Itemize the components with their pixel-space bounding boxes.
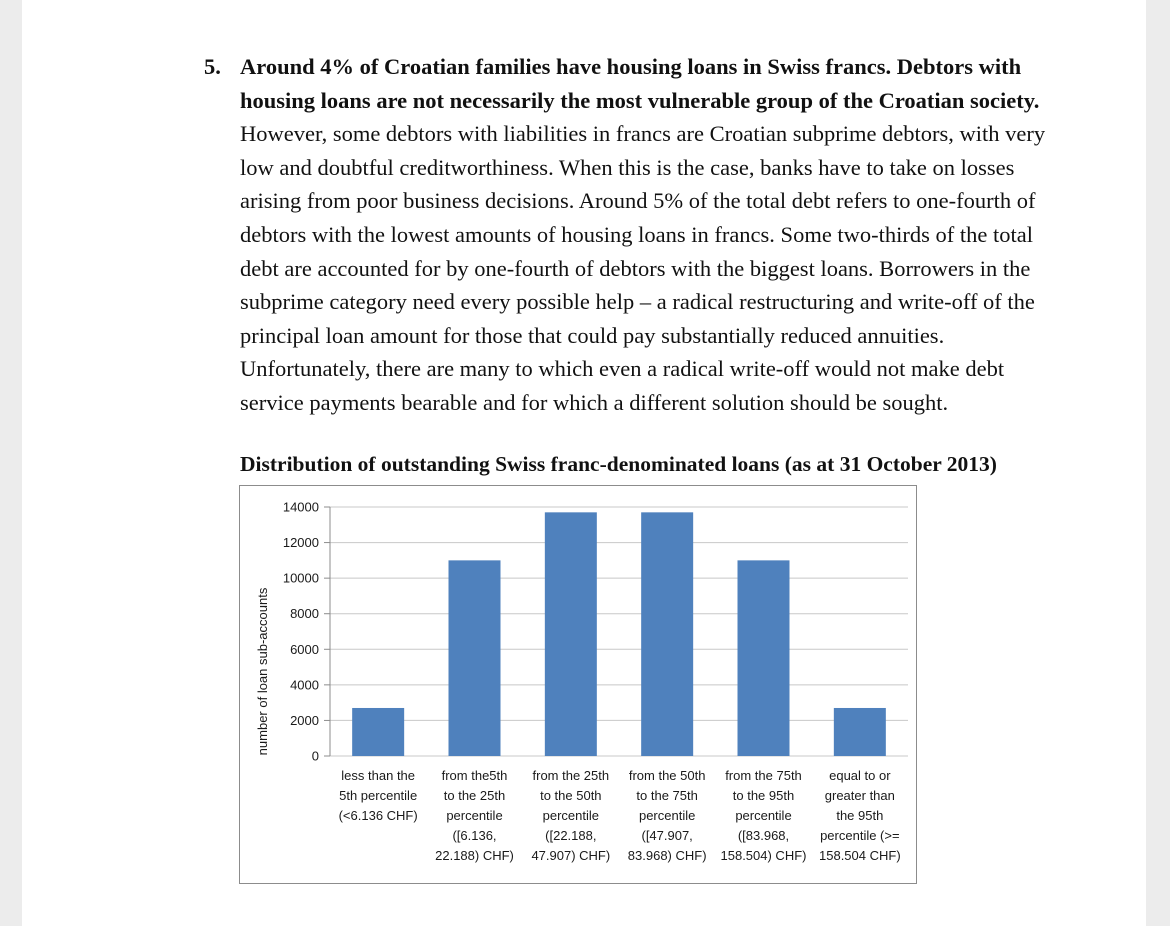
x-tick-label: from the 25th to the 50th percentile ([22.188, 47.907) CHF) bbox=[531, 768, 611, 863]
bar-chart bbox=[239, 485, 917, 884]
x-tick-label: equal to or greater than the 95th percentile (>= 158.504 CHF) bbox=[819, 768, 901, 863]
paragraph-number: 5. bbox=[204, 54, 221, 79]
y-tick-label: 12000 bbox=[282, 535, 319, 551]
text-line: debt are accounted for by one-fourth of debtors with the biggest loans. Borrowers in the bbox=[240, 255, 1031, 281]
y-tick-label: 10000 bbox=[282, 570, 319, 586]
x-tick-label: from the 50th to the 75th percentile ([47.907, 83.968) CHF) bbox=[627, 768, 707, 863]
text-line: debtors with the lowest amounts of housing loans in francs. Some two-thirds of the total bbox=[240, 221, 1034, 247]
paragraph-text bbox=[240, 50, 1104, 420]
y-tick-label: 6000 bbox=[290, 641, 319, 657]
text-line: However, some debtors with liabilities in francs are Croatian subprime debtors, with very bbox=[240, 121, 1046, 147]
x-tick-label: from the5th to the 25th percentile ([6.136, 22.188) CHF) bbox=[435, 768, 514, 863]
text-line: subprime category need every possible help – a radical restructuring and write-off of the bbox=[240, 289, 1035, 315]
y-tick-label: 4000 bbox=[290, 677, 319, 693]
y-axis-label: number of loan sub-accounts bbox=[255, 587, 270, 756]
bar bbox=[834, 708, 886, 756]
bar bbox=[641, 512, 693, 756]
text-line: service payments bearable and for which a different solution should be sought. bbox=[240, 389, 949, 415]
text-line: arising from poor business decisions. Around 5% of the total debt refers to one-fourth of bbox=[240, 188, 1036, 214]
bold-line: Around 4% of Croatian families have housing loans in Swiss francs. Debtors with bbox=[240, 54, 1022, 79]
bar bbox=[738, 560, 790, 756]
text-line: Unfortunately, there are many to which even a radical write-off would not make debt bbox=[240, 356, 1005, 382]
x-tick-label: less than the 5th percentile (<6.136 CHF) bbox=[338, 768, 418, 823]
text-line: low and doubtful creditworthiness. When this is the case, banks have to take on losses bbox=[240, 154, 1015, 180]
bar bbox=[352, 708, 404, 756]
chart-title: Distribution of outstanding Swiss franc-denominated loans (as at 31 October 2013) bbox=[240, 452, 997, 476]
y-tick-label: 2000 bbox=[290, 712, 319, 728]
paragraph-5 bbox=[204, 50, 1104, 420]
bar bbox=[449, 560, 501, 756]
y-tick-label: 0 bbox=[311, 748, 319, 764]
y-tick-label: 8000 bbox=[290, 606, 319, 622]
y-tick-label: 14000 bbox=[282, 499, 319, 515]
x-tick-label: from the 75th to the 95th percentile ([83.968, 158.504) CHF) bbox=[720, 768, 807, 863]
text-line: principal loan amount for those that could pay substantially reduced annuities. bbox=[240, 322, 945, 348]
document-page bbox=[22, 0, 1146, 926]
bar bbox=[545, 512, 597, 756]
bold-line: housing loans are not necessarily the most vulnerable group of the Croatian society. bbox=[240, 87, 1040, 113]
